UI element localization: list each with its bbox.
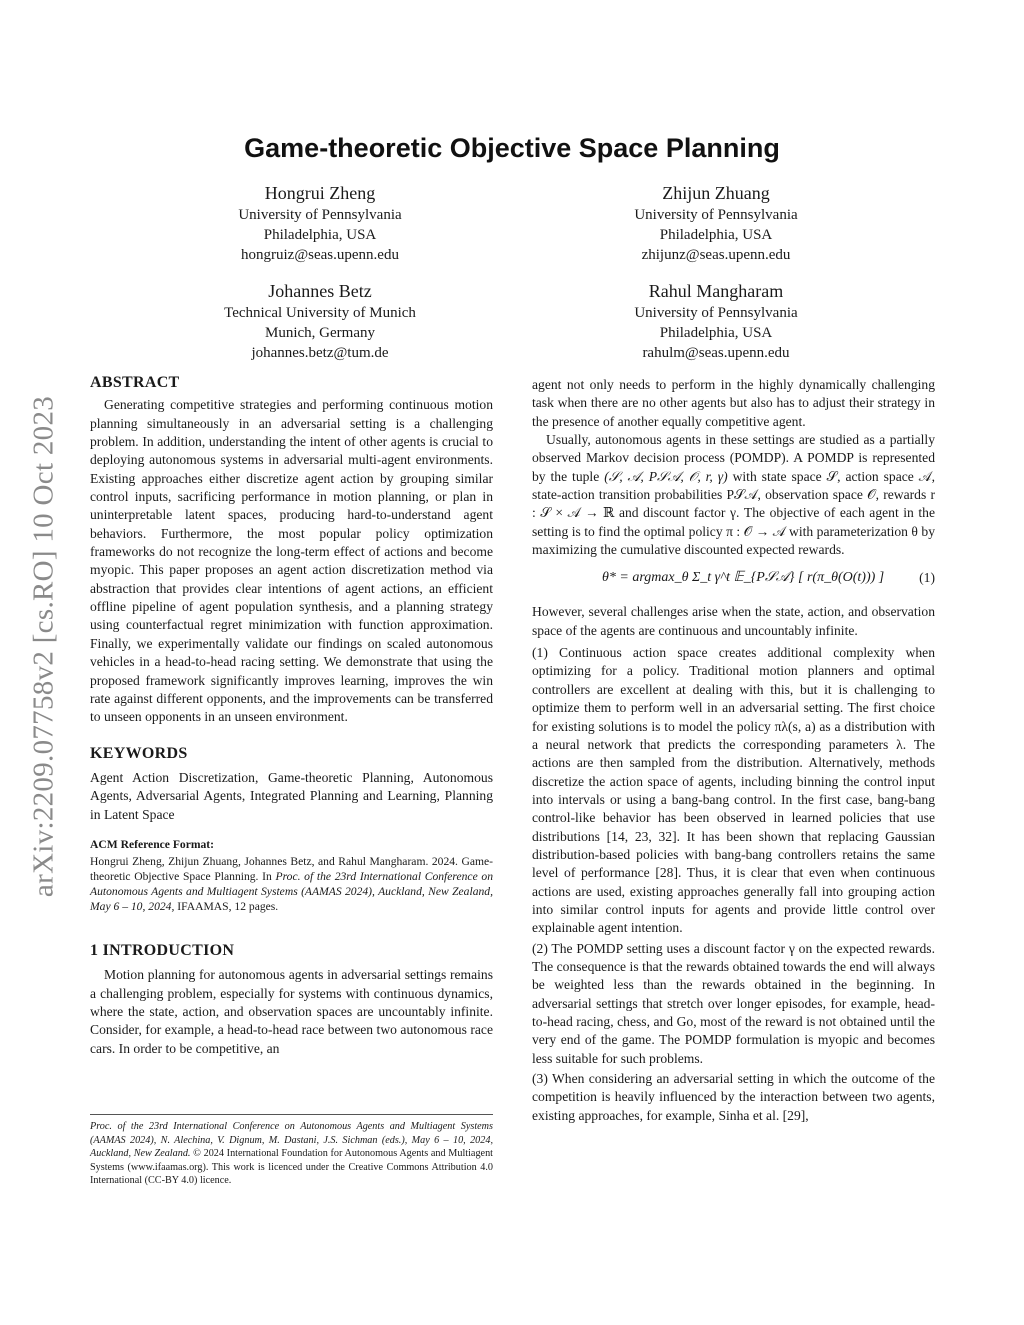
acm-reference-text bbox=[90, 854, 493, 914]
right-column bbox=[532, 376, 935, 1125]
paper-title: Game-theoretic Objective Space Planning bbox=[244, 133, 780, 163]
acm-reference-tail: IFAAMAS, 12 pages. bbox=[177, 899, 279, 913]
abstract-heading: ABSTRACT bbox=[90, 374, 180, 391]
author-location: Philadelphia, USA bbox=[659, 325, 773, 341]
abstract-text: Generating competitive strategies and performing continuous motion planning simultaneously in an adversarial setting is a challenging problem. In addition, understanding the intent of other agents is crucial to deploying autonomous systems in adversarial multi-agent environments. Existing approaches either discretize agent action by grouping similar control inputs, sacrificing performance in motion planning, or plan in uninterpretable latent spaces, producing hard-to-understand agent behaviors. Furthermore, the most popular policy optimization frameworks do not recognize the long-term effect of actions and become myopic. This paper proposes an agent action discretization method via abstraction that provides clear intentions of agent actions, an efficient offline pipeline of agent population synthesis, and a planning strategy using counterfactual regret minimization with function approximation. Finally, we experimentally validate our findings on scaled autonomous vehicles in a head-to-head racing setting. We demonstrate that using the proposed framework significantly improves learning, improves the win rate against different opponents, and the improvements can be transferred to unseen opponents in an unseen environment. bbox=[90, 397, 493, 725]
author-affiliation: University of Pennsylvania bbox=[634, 305, 798, 321]
left-column bbox=[90, 374, 493, 1058]
challenges-intro: However, several challenges arise when the state, action, and observation space of the agents are continuous and uncountably infinite. bbox=[532, 604, 935, 638]
author-block-4 bbox=[551, 279, 881, 363]
footnote-venue: Proc. of the 23rd International Conference on Autonomous Agents and Multiagent Systems (AAMAS 2024), N. Alechina, V. Dignum, M. Dastani, J.S. Sichman (eds.), May 6 – 10, 2024, Auckland, New Zealand. bbox=[90, 1121, 493, 1159]
author-location: Philadelphia, USA bbox=[659, 227, 773, 243]
equation-1-number: (1) bbox=[919, 570, 935, 586]
pomdp-tuple: (𝒮, 𝒜, P𝒮𝒜, 𝒪, r, γ) bbox=[604, 468, 728, 484]
pomdp-text-b: with state space 𝒮, action space 𝒜, state-action transition probabilities P𝒮𝒜, observation space 𝒪, rewards r : 𝒮 × 𝒜 → ℝ and discount factor γ. The objective of each agent in the setting is to find the optimal policy π : 𝒪 → 𝒜 with parameterization θ by maximizing the cumulative discounted expected rewards. bbox=[532, 468, 935, 558]
intro-continued-paragraph: agent not only needs to perform in the highly dynamically challenging task when there are no other agents but also has to adjust their strategy in the presence of another equally competitive agent. bbox=[532, 377, 935, 429]
pomdp-text-a: Usually, autonomous agents in these settings are studied as a partially observed Markov decision process (POMDP). A POMDP is represented by the tuple bbox=[532, 432, 935, 484]
footnote bbox=[90, 1120, 493, 1188]
acm-reference-venue: Proc. of the 23rd International Conference on Autonomous Agents and Multiagent Systems (AAMAS 2024), Auckland, New Zealand, May 6 – 10, 2024, bbox=[90, 869, 493, 913]
introduction-text: Motion planning for autonomous agents in adversarial settings remains a challenging problem, especially for systems with continuous dynamics, where the state, action, and observation spaces are uncountably infinite. Consider, for example, a head-to-head race between two autonomous race cars. In order to be competitive, an bbox=[90, 967, 493, 1056]
author-location: Munich, Germany bbox=[265, 325, 375, 341]
challenge-item-3: (3) When considering an adversarial setting in which the outcome of the competition is heavily influenced by the interaction between two agents, existing approaches, for example, Sinha et al. [29], bbox=[532, 1071, 935, 1123]
author-block-2 bbox=[551, 181, 881, 265]
challenge-item-2: (2) The POMDP setting uses a discount factor γ on the expected rewards. The consequence is that the rewards obtained towards the end will always be weighted less than the rewards obtained in the beginning. In adversarial settings that stretch over longer episodes, for example, head-to-head racing, chess, and Go, most of the reward is not obtained until the very end of the game. The POMDP formulation is myopic and becomes less suitable for such problems. bbox=[532, 940, 935, 1066]
author-name: Johannes Betz bbox=[268, 281, 372, 301]
author-email: rahulm@seas.upenn.edu bbox=[642, 345, 790, 361]
author-email: zhijunz@seas.upenn.edu bbox=[641, 247, 791, 263]
introduction-heading: 1 INTRODUCTION bbox=[90, 941, 235, 959]
author-location: Philadelphia, USA bbox=[263, 227, 377, 243]
author-affiliation: University of Pennsylvania bbox=[634, 207, 798, 223]
footnote-licence: © 2024 International Foundation for Autonomous Agents and Multiagent Systems (www.ifaamas.org). This work is licenced under the Creative Commons Attribution 4.0 International (CC-BY 4.0) licence. bbox=[90, 1148, 493, 1186]
acm-reference-authors: Hongrui Zheng, Zhijun Zhuang, Johannes Betz, and Rahul Mangharam. 2024. Game-theoretic Objective Space Planning. In bbox=[90, 854, 493, 883]
author-affiliation: Technical University of Munich bbox=[224, 305, 416, 321]
keywords-text: Agent Action Discretization, Game-theoretic Planning, Autonomous Agents, Adversarial Agents, Integrated Planning and Learning, Planning in Latent Space bbox=[90, 769, 493, 822]
equation-1-body: θ* = argmax_θ Σ_t γ^t 𝔼_{P𝒮𝒜} [ r(π_θ(O(t))) ] bbox=[602, 570, 885, 586]
footnote-divider bbox=[90, 1114, 493, 1115]
author-block-3 bbox=[155, 279, 485, 363]
author-block-1 bbox=[155, 181, 485, 265]
author-email: johannes.betz@tum.de bbox=[251, 345, 389, 361]
acm-reference-heading: ACM Reference Format: bbox=[90, 837, 215, 851]
challenge-item-1: (1) Continuous action space creates additional complexity when optimizing for a policy. Traditional motion planners and optimal controllers are excellent at dealing with this, but it is challenging to optimize them to perform well in an adversarial setting. The first choice for existing solutions is to model the policy πλ(s, a) as a distribution with a neural network that predicts the corresponding parameters λ. The actions are then sampled from the distribution. Alternatively, methods discretize the action space of agents, including binning the control input into intervals or using a bang-bang control. In the first case, bang-bang control-like behavior has been observed in learned policies that use distributions [14, 23, 32]. It has been shown that replacing Gaussian distribution-based policies with bang-bang controllers retains the same level of performance [28]. Thus, it is clear that even when continuous actions are used, existing approaches generally fall into grouping action into similar control inputs for agents and provide little control over explainable agent intention. bbox=[532, 645, 935, 936]
author-email: hongruiz@seas.upenn.edu bbox=[241, 247, 399, 263]
author-name: Hongrui Zheng bbox=[264, 183, 376, 203]
keywords-heading: KEYWORDS bbox=[90, 744, 188, 762]
equation-1 bbox=[532, 559, 935, 603]
author-name: Rahul Mangharam bbox=[648, 281, 784, 301]
author-name: Zhijun Zhuang bbox=[662, 183, 770, 203]
pomdp-paragraph bbox=[532, 431, 935, 559]
author-affiliation: University of Pennsylvania bbox=[238, 207, 402, 223]
arxiv-identifier-stamp: arXiv:2209.07758v2 [cs.RO] 10 Oct 2023 bbox=[27, 395, 60, 898]
